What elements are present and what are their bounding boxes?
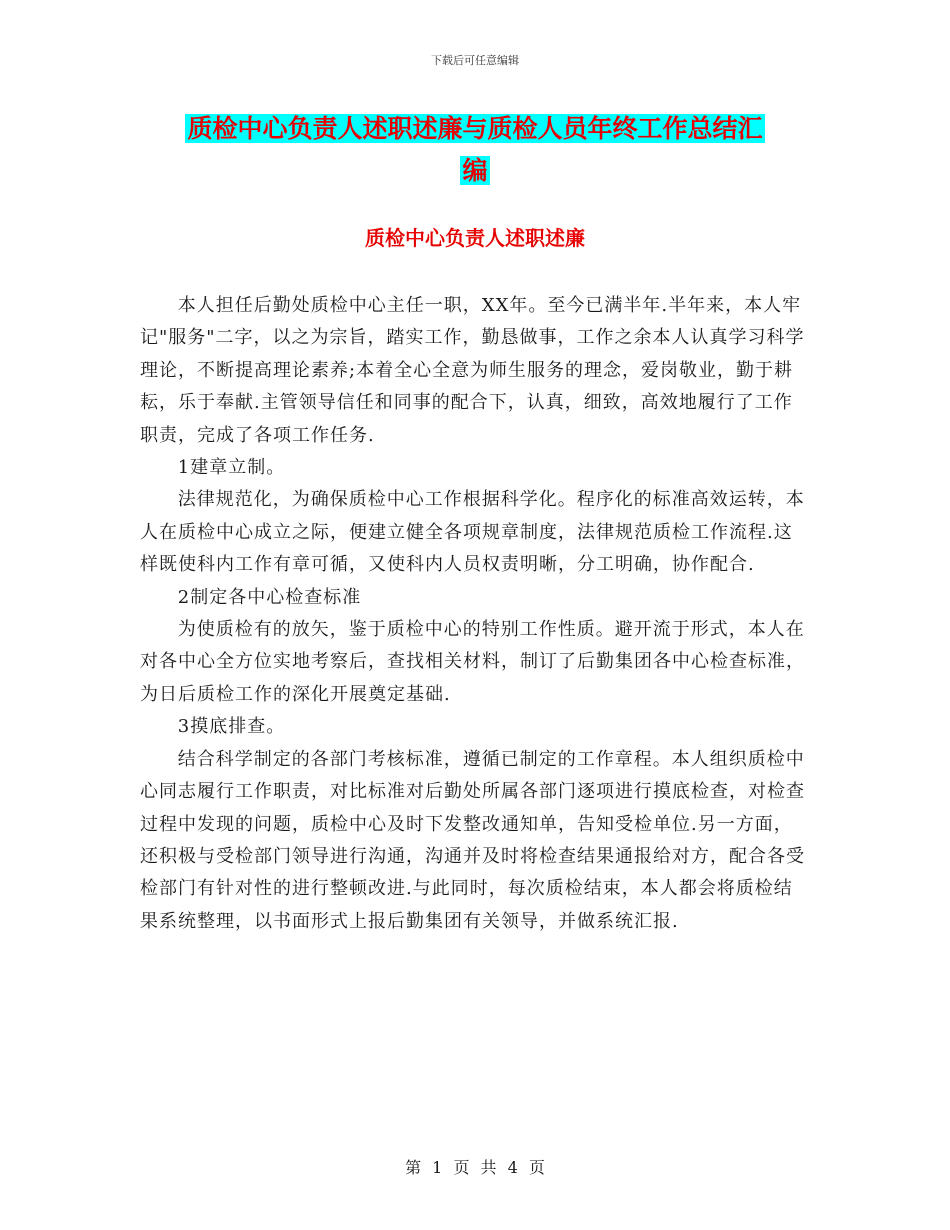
paragraph-intro: 本人担任后勤处质检中心主任一职，XX年。至今已满半年.半年来，本人牢记"服务"二字，以之为宗旨，踏实工作，勤恳做事，工作之余本人认真学习科学理论，不断提高理论素养;本着全心全意为师生服务的理念，爱岗敬业，勤于耕耘，乐于奉献.主管领导信任和同事的配合下，认真，细致，高效地履行了工作职责，完成了各项工作任务. bbox=[140, 295, 805, 446]
header-note: 下载后可任意编辑 bbox=[431, 54, 519, 67]
document-body bbox=[140, 290, 810, 938]
section-title: 质检中心负责人述职述廉 bbox=[365, 226, 585, 250]
paragraph-item-1: 法律规范化，为确保质检中心工作根据科学化。程序化的标准高效运转，本人在质检中心成立之际，便建立健全各项规章制度，法律规范质检工作流程.这样既使科内工作有章可循，又使科内人员权责明晰，分工明确，协作配合. bbox=[140, 489, 805, 576]
document-title-line1: 质检中心负责人述职述廉与质检人员年终工作总结汇 bbox=[187, 114, 763, 143]
document-title-line2: 编 bbox=[462, 156, 488, 185]
paragraph-item-2: 为使质检有的放矢，鉴于质检中心的特别工作性质。避开流于形式，本人在对各中心全方位实地考察后，查找相关材料，制订了后勤集团各中心检查标准，为日后质检工作的深化开展奠定基础. bbox=[140, 619, 805, 705]
page-footer: 第 1 页 共 4 页 bbox=[405, 1158, 545, 1177]
paragraph-item-3: 结合科学制定的各部门考核标准，遵循已制定的工作章程。本人组织质检中心同志履行工作职责，对比标准对后勤处所属各部门逐项进行摸底检查，对检查过程中发现的问题，质检中心及时下发整改通知单，告知受检单位.另一方面，还积极与受检部门领导进行沟通，沟通并及时将检查结果通报给对方，配合各受检部门有针对性的进行整顿改进.与此同时，每次质检结束，本人都会将质检结果系统整理，以书面形式上报后勤集团有关领导，并做系统汇报. bbox=[140, 748, 805, 932]
document-title bbox=[140, 108, 810, 192]
heading-item-1: 1建章立制。 bbox=[177, 457, 286, 479]
heading-item-2: 2制定各中心检查标准 bbox=[177, 586, 362, 608]
heading-item-3: 3摸底排查。 bbox=[177, 716, 286, 738]
